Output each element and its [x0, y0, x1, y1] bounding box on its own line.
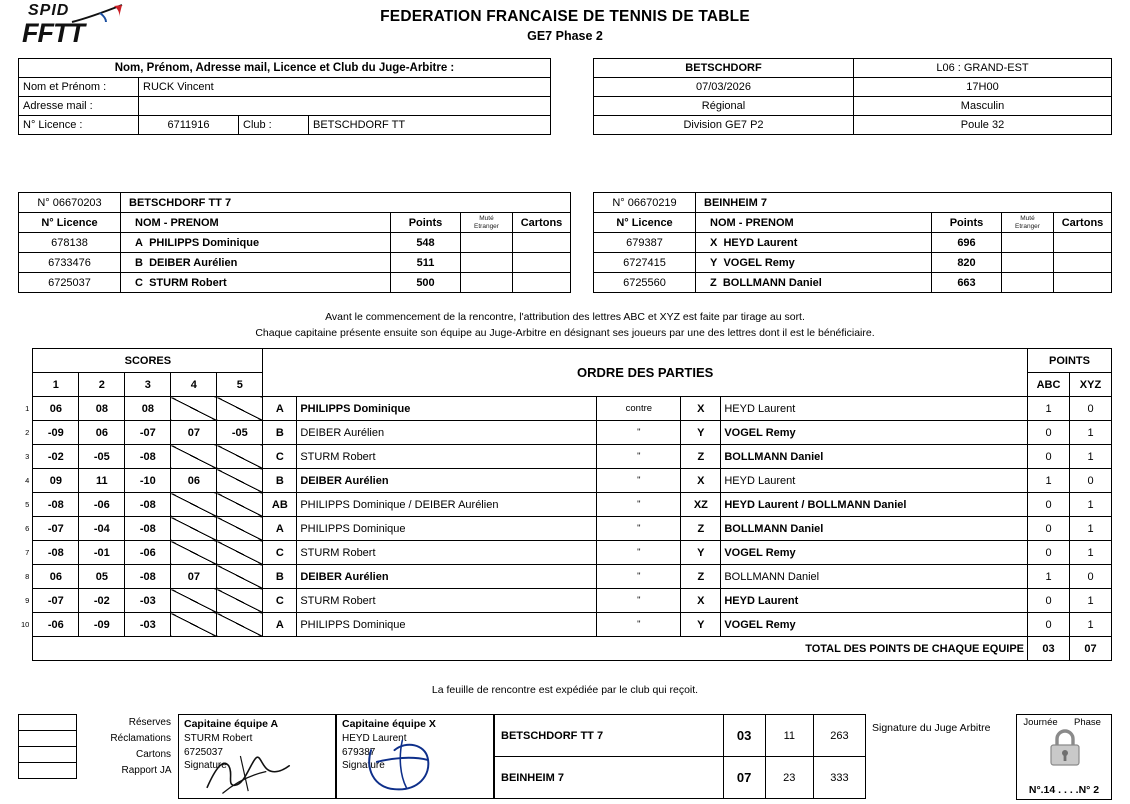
team-x-col-name: NOM - PRENOM	[696, 213, 932, 233]
table-row	[495, 715, 866, 757]
judge-section-title: Nom, Prénom, Adresse mail, Licence et Club du Juge-Arbitre :	[19, 59, 551, 78]
match-place: BETSCHDORF	[594, 59, 854, 78]
party-1-pts-xyz: 0	[1070, 397, 1112, 421]
party-2-set-1: -09	[33, 421, 79, 445]
title-block	[0, 8, 1130, 43]
row-index-spacer	[18, 349, 33, 373]
party-4-player-a: DEIBER Aurélien	[297, 469, 597, 493]
table-row	[19, 763, 178, 779]
team-x-col-licence: N° Licence	[594, 213, 696, 233]
party-6-index: 6	[25, 524, 30, 533]
result-team-2-points: 07	[723, 757, 765, 799]
party-3-player-x: BOLLMANN Daniel	[721, 445, 1028, 469]
party-2-letter-a: B	[263, 421, 297, 445]
party-7-letter-x: Y	[681, 541, 721, 565]
scores-header: SCORES	[33, 349, 263, 373]
results-block	[494, 714, 866, 799]
party-8-set-1: 06	[33, 565, 79, 589]
party-1-set-2: 08	[79, 397, 125, 421]
party-5-player-a: PHILIPPS Dominique / DEIBER Aurélien	[297, 493, 597, 517]
page-title: FEDERATION FRANCAISE DE TENNIS DE TABLE	[380, 8, 750, 25]
party-9-set-2: -02	[79, 589, 125, 613]
party-5-set-2: -06	[79, 493, 125, 517]
judge-name-label: Nom et Prénom :	[19, 78, 139, 97]
party-8-set-2: 05	[79, 565, 125, 589]
party-7-set-1: -08	[33, 541, 79, 565]
judge-mail-value	[139, 97, 551, 116]
party-4-set-3: -10	[125, 469, 171, 493]
team-x-player-3-name: Z BOLLMANN Daniel	[696, 273, 932, 293]
result-team-2-pts: 333	[813, 757, 865, 799]
reserves-checkbox-4[interactable]	[19, 763, 77, 779]
table-row	[18, 517, 1112, 541]
set-header-5: 5	[217, 373, 263, 397]
party-10-set-2: -09	[79, 613, 125, 637]
reserves-label-4: Rapport JA	[121, 765, 172, 776]
reserves-label-3: Cartons	[135, 749, 171, 760]
table-row	[19, 233, 571, 253]
party-6-set-4	[171, 517, 217, 541]
party-3-contre: "	[597, 445, 681, 469]
party-9-pts-abc: 0	[1028, 589, 1070, 613]
reserves-block	[18, 714, 178, 779]
party-1-set-4	[171, 397, 217, 421]
party-1-set-3: 08	[125, 397, 171, 421]
party-8-letter-a: B	[263, 565, 297, 589]
party-7-set-5	[217, 541, 263, 565]
table-row	[18, 469, 1112, 493]
judge-signature-label: Signature du Juge Arbitre	[872, 722, 991, 734]
match-info-table	[593, 58, 1112, 135]
team-a-player-1-mute	[461, 233, 513, 253]
table-row	[19, 731, 178, 747]
lock-icon	[1047, 727, 1083, 769]
table-row	[495, 757, 866, 799]
party-5-contre: "	[597, 493, 681, 517]
expedition-note: La feuille de rencontre est expédiée par le club qui reçoit.	[431, 684, 699, 696]
team-a-block	[18, 192, 571, 293]
party-2-set-2: 06	[79, 421, 125, 445]
party-5-index: 5	[25, 500, 30, 509]
team-a-table	[18, 192, 571, 293]
party-7-set-3: -06	[125, 541, 171, 565]
judge-licence-label: N° Licence :	[19, 116, 139, 135]
table-row	[18, 613, 1112, 637]
party-1-letter-a: A	[263, 397, 297, 421]
match-time: 17H00	[854, 78, 1112, 97]
party-6-pts-abc: 0	[1028, 517, 1070, 541]
party-7-pts-abc: 0	[1028, 541, 1070, 565]
party-1-set-5	[217, 397, 263, 421]
party-2-pts-abc: 0	[1028, 421, 1070, 445]
party-3-set-4	[171, 445, 217, 469]
party-6-contre: "	[597, 517, 681, 541]
table-row	[18, 589, 1112, 613]
judge-name-value: RUCK Vincent	[139, 78, 551, 97]
party-6-pts-xyz: 1	[1070, 517, 1112, 541]
captain-x-signature-label: Signature	[342, 760, 385, 771]
captain-x-licence: 679387	[342, 746, 376, 758]
party-6-letter-x: Z	[681, 517, 721, 541]
team-x-player-1-cartons	[1054, 233, 1112, 253]
judge-club-value: BETSCHDORF TT	[309, 116, 551, 135]
total-abc: 03	[1028, 637, 1070, 661]
party-6-set-5	[217, 517, 263, 541]
team-x-player-2-name: Y VOGEL Remy	[696, 253, 932, 273]
party-7-set-4	[171, 541, 217, 565]
party-8-contre: "	[597, 565, 681, 589]
notice-block	[0, 310, 1130, 342]
party-9-index: 9	[25, 596, 30, 605]
party-4-set-1: 09	[33, 469, 79, 493]
party-1-letter-x: X	[681, 397, 721, 421]
party-5-pts-xyz: 1	[1070, 493, 1112, 517]
party-8-pts-abc: 1	[1028, 565, 1070, 589]
party-6-set-2: -04	[79, 517, 125, 541]
team-x-player-1-name: X HEYD Laurent	[696, 233, 932, 253]
party-9-contre: "	[597, 589, 681, 613]
party-7-player-x: VOGEL Remy	[721, 541, 1028, 565]
party-5-letter-a: AB	[263, 493, 297, 517]
party-2-pts-xyz: 1	[1070, 421, 1112, 445]
party-7-pts-xyz: 1	[1070, 541, 1112, 565]
table-row	[18, 421, 1112, 445]
party-5-pts-abc: 0	[1028, 493, 1070, 517]
result-team-2-sets: 23	[765, 757, 813, 799]
team-x-player-1-mute	[1002, 233, 1054, 253]
match-level: Régional	[594, 97, 854, 116]
result-team-1-sets: 11	[765, 715, 813, 757]
team-a-player-1-licence: 678138	[19, 233, 121, 253]
party-8-player-x: BOLLMANN Daniel	[721, 565, 1028, 589]
team-x-block	[593, 192, 1112, 293]
page-subtitle: GE7 Phase 2	[527, 29, 603, 43]
set-header-1: 1	[33, 373, 79, 397]
party-3-letter-x: Z	[681, 445, 721, 469]
party-3-set-5	[217, 445, 263, 469]
party-4-player-x: HEYD Laurent	[721, 469, 1028, 493]
table-row	[19, 253, 571, 273]
totals-index-spacer	[18, 637, 33, 661]
team-x-player-1-licence: 679387	[594, 233, 696, 253]
party-10-pts-xyz: 1	[1070, 613, 1112, 637]
party-10-player-a: PHILIPPS Dominique	[297, 613, 597, 637]
journee-label: Journée	[1023, 717, 1058, 728]
result-team-1-points: 03	[723, 715, 765, 757]
party-3-pts-abc: 0	[1028, 445, 1070, 469]
logo-spid-text: SPID	[28, 2, 70, 19]
party-10-set-3: -03	[125, 613, 171, 637]
party-5-letter-x: XZ	[681, 493, 721, 517]
captain-x-block	[336, 714, 494, 799]
judge-club-label: Club :	[239, 116, 309, 135]
party-7-set-2: -01	[79, 541, 125, 565]
table-row	[18, 565, 1112, 589]
team-a-player-2-name: B DEIBER Aurélien	[121, 253, 391, 273]
party-10-letter-a: A	[263, 613, 297, 637]
party-7-contre: "	[597, 541, 681, 565]
party-10-set-1: -06	[33, 613, 79, 637]
team-x-col-mute: Muté Etranger	[1002, 213, 1054, 233]
result-team-1-name: BETSCHDORF TT 7	[495, 715, 724, 757]
team-a-number: N° 06670203	[19, 193, 121, 213]
table-row	[19, 715, 178, 731]
party-8-set-3: -08	[125, 565, 171, 589]
team-x-name: BEINHEIM 7	[696, 193, 1112, 213]
team-a-player-3-licence: 6725037	[19, 273, 121, 293]
table-row	[18, 445, 1112, 469]
team-x-number: N° 06670219	[594, 193, 696, 213]
captain-a-title: Capitaine équipe A	[184, 718, 279, 730]
match-date: 07/03/2026	[594, 78, 854, 97]
party-3-set-1: -02	[33, 445, 79, 469]
result-team-2-name: BEINHEIM 7	[495, 757, 724, 799]
captain-a-signature-label: Signature	[184, 760, 227, 771]
party-2-player-a: DEIBER Aurélien	[297, 421, 597, 445]
results-table	[494, 714, 866, 799]
reserves-table	[18, 714, 178, 779]
team-a-col-cartons: Cartons	[513, 213, 571, 233]
team-a-player-1-name: A PHILIPPS Dominique	[121, 233, 391, 253]
party-1-set-1: 06	[33, 397, 79, 421]
team-a-col-licence: N° Licence	[19, 213, 121, 233]
captain-x-name: HEYD Laurent	[342, 733, 407, 744]
party-6-set-3: -08	[125, 517, 171, 541]
order-header: ORDRE DES PARTIES	[263, 349, 1028, 397]
party-10-player-x: VOGEL Remy	[721, 613, 1028, 637]
party-3-player-a: STURM Robert	[297, 445, 597, 469]
match-gender: Masculin	[854, 97, 1112, 116]
points-header: POINTS	[1028, 349, 1112, 373]
party-9-player-a: STURM Robert	[297, 589, 597, 613]
match-division: Division GE7 P2	[594, 116, 854, 135]
party-9-set-5	[217, 589, 263, 613]
party-2-contre: "	[597, 421, 681, 445]
team-a-col-points: Points	[391, 213, 461, 233]
team-x-player-2-cartons	[1054, 253, 1112, 273]
party-10-set-4	[171, 613, 217, 637]
party-9-set-3: -03	[125, 589, 171, 613]
parties-table	[18, 348, 1112, 661]
party-2-player-x: VOGEL Remy	[721, 421, 1028, 445]
party-5-set-1: -08	[33, 493, 79, 517]
team-x-table	[593, 192, 1112, 293]
captain-a-name: STURM Robert	[184, 733, 253, 744]
set-header-3: 3	[125, 373, 171, 397]
table-row	[19, 747, 178, 763]
team-a-player-1-points: 548	[391, 233, 461, 253]
match-region: L06 : GRAND-EST	[854, 59, 1112, 78]
party-10-pts-abc: 0	[1028, 613, 1070, 637]
party-7-index: 7	[25, 548, 30, 557]
totals-row	[18, 637, 1112, 661]
captain-a-block	[178, 714, 336, 799]
party-1-index: 1	[25, 404, 30, 413]
table-row	[18, 397, 1112, 421]
party-8-set-5	[217, 565, 263, 589]
party-7-letter-a: C	[263, 541, 297, 565]
table-row	[18, 541, 1112, 565]
party-8-index: 8	[25, 572, 30, 581]
table-row	[594, 273, 1112, 293]
party-9-player-x: HEYD Laurent	[721, 589, 1028, 613]
team-x-player-3-cartons	[1054, 273, 1112, 293]
reserves-checkbox-1[interactable]	[19, 715, 77, 731]
points-header-abc: ABC	[1028, 373, 1070, 397]
table-row	[19, 273, 571, 293]
team-a-player-3-cartons	[513, 273, 571, 293]
set-header-4: 4	[171, 373, 217, 397]
reserves-checkbox-2[interactable]	[19, 731, 77, 747]
party-1-player-a: PHILIPPS Dominique	[297, 397, 597, 421]
party-4-contre: "	[597, 469, 681, 493]
party-2-set-3: -07	[125, 421, 171, 445]
party-5-set-5	[217, 493, 263, 517]
total-xyz: 07	[1070, 637, 1112, 661]
party-10-letter-x: Y	[681, 613, 721, 637]
team-x-player-2-points: 820	[932, 253, 1002, 273]
match-info-block	[593, 58, 1112, 135]
team-a-player-3-points: 500	[391, 273, 461, 293]
party-5-player-x: HEYD Laurent / BOLLMANN Daniel	[721, 493, 1028, 517]
party-8-pts-xyz: 0	[1070, 565, 1112, 589]
match-pool: Poule 32	[854, 116, 1112, 135]
party-4-letter-a: B	[263, 469, 297, 493]
reserves-label-2: Réclamations	[110, 733, 171, 744]
party-3-letter-a: C	[263, 445, 297, 469]
party-2-letter-x: Y	[681, 421, 721, 445]
set-header-2: 2	[79, 373, 125, 397]
table-row	[594, 233, 1112, 253]
party-4-set-4: 06	[171, 469, 217, 493]
party-9-set-4	[171, 589, 217, 613]
journee-phase-value: N°.14 . . . .N° 2	[1028, 784, 1100, 796]
logo-fftt-text: FFTT	[22, 18, 84, 48]
team-a-col-mute: Muté Etranger	[461, 213, 513, 233]
row-index-spacer-2	[18, 373, 33, 397]
team-a-player-3-mute	[461, 273, 513, 293]
team-x-player-3-mute	[1002, 273, 1054, 293]
team-a-col-name: NOM - PRENOM	[121, 213, 391, 233]
party-7-player-a: STURM Robert	[297, 541, 597, 565]
captain-a-licence: 6725037	[184, 746, 223, 758]
party-4-pts-abc: 1	[1028, 469, 1070, 493]
party-9-letter-x: X	[681, 589, 721, 613]
team-a-name: BETSCHDORF TT 7	[121, 193, 571, 213]
team-a-player-3-name: C STURM Robert	[121, 273, 391, 293]
party-5-set-4	[171, 493, 217, 517]
party-2-index: 2	[25, 428, 30, 437]
party-4-letter-x: X	[681, 469, 721, 493]
team-a-player-1-cartons	[513, 233, 571, 253]
party-9-pts-xyz: 1	[1070, 589, 1112, 613]
party-6-player-x: BOLLMANN Daniel	[721, 517, 1028, 541]
team-x-col-points: Points	[932, 213, 1002, 233]
party-3-index: 3	[25, 452, 30, 461]
team-a-player-2-mute	[461, 253, 513, 273]
team-a-player-2-cartons	[513, 253, 571, 273]
team-x-player-1-points: 696	[932, 233, 1002, 253]
party-4-set-5	[217, 469, 263, 493]
party-9-letter-a: C	[263, 589, 297, 613]
party-2-set-4: 07	[171, 421, 217, 445]
party-8-set-4: 07	[171, 565, 217, 589]
totals-label: TOTAL DES POINTS DE CHAQUE EQUIPE	[33, 637, 1028, 661]
team-x-col-cartons: Cartons	[1054, 213, 1112, 233]
party-4-pts-xyz: 0	[1070, 469, 1112, 493]
phase-label: Phase	[1074, 717, 1101, 728]
notice-line-2: Chaque capitaine présente ensuite son équipe au Juge-Arbitre en désignant ses joueurs par une des lettres dont il est le bénéficiaire.	[255, 326, 875, 339]
journee-phase-block	[1016, 714, 1112, 800]
party-10-contre: "	[597, 613, 681, 637]
party-4-set-2: 11	[79, 469, 125, 493]
party-5-set-3: -08	[125, 493, 171, 517]
party-3-pts-xyz: 1	[1070, 445, 1112, 469]
table-row	[18, 493, 1112, 517]
party-6-set-1: -07	[33, 517, 79, 541]
captain-x-title: Capitaine équipe X	[342, 718, 436, 730]
party-8-player-a: DEIBER Aurélien	[297, 565, 597, 589]
reserves-label-1: Réserves	[128, 717, 171, 728]
party-1-pts-abc: 1	[1028, 397, 1070, 421]
party-8-letter-x: Z	[681, 565, 721, 589]
party-3-set-3: -08	[125, 445, 171, 469]
notice-line-1: Avant le commencement de la rencontre, l'attribution des lettres ABC et XYZ est faite par tirage au sort.	[325, 311, 805, 323]
team-x-player-3-points: 663	[932, 273, 1002, 293]
points-header-xyz: XYZ	[1070, 373, 1112, 397]
judge-block	[18, 58, 551, 135]
party-6-player-a: PHILIPPS Dominique	[297, 517, 597, 541]
table-row	[594, 253, 1112, 273]
judge-table	[18, 58, 551, 135]
party-10-set-5	[217, 613, 263, 637]
parties-block	[18, 348, 1112, 661]
team-x-player-3-licence: 6725560	[594, 273, 696, 293]
team-a-player-2-licence: 6733476	[19, 253, 121, 273]
party-6-letter-a: A	[263, 517, 297, 541]
team-x-player-2-mute	[1002, 253, 1054, 273]
reserves-checkbox-3[interactable]	[19, 747, 77, 763]
party-4-index: 4	[25, 476, 30, 485]
party-1-contre: contre	[597, 397, 681, 421]
party-9-set-1: -07	[33, 589, 79, 613]
team-x-player-2-licence: 6727415	[594, 253, 696, 273]
result-team-1-pts: 263	[813, 715, 865, 757]
team-a-player-2-points: 511	[391, 253, 461, 273]
party-3-set-2: -05	[79, 445, 125, 469]
judge-licence-value: 6711916	[139, 116, 239, 135]
party-2-set-5: -05	[217, 421, 263, 445]
party-10-index: 10	[21, 620, 30, 629]
party-1-player-x: HEYD Laurent	[721, 397, 1028, 421]
judge-mail-label: Adresse mail :	[19, 97, 139, 116]
